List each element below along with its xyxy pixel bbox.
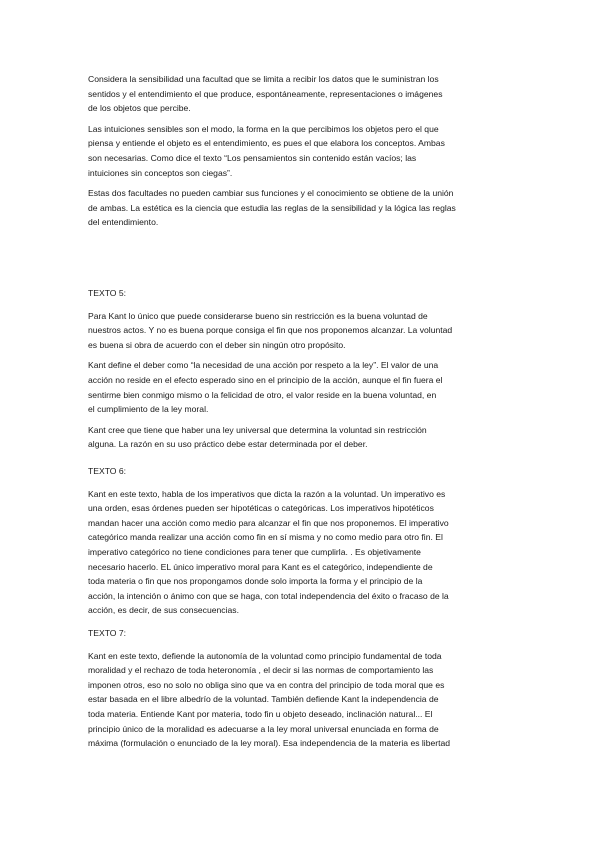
- section-heading: TEXTO 7:: [88, 628, 127, 638]
- text-line: Kant en este texto, defiende la autonomía de la voluntad como principio fundamental de toda: [88, 650, 442, 661]
- text-line: Considera la sensibilidad una facultad que se limita a recibir los datos que le suministran los: [88, 74, 439, 84]
- text-line: toda materia o fin que nos propongamos donde solo importa la forma y el principio de la: [88, 576, 423, 587]
- text-line: Kant cree que tiene que haber una ley universal que determina la voluntad sin restricción: [88, 424, 427, 435]
- paragraph: [88, 186, 516, 230]
- paragraph: [88, 72, 516, 116]
- text-line: sentidos y el entendimiento el que produce, espontáneamente, representaciones o imágenes: [88, 88, 443, 99]
- text-line: categórico manda realizar una acción como fin en sí misma y no como medio para otro fin. El: [88, 532, 443, 543]
- text-line: piensa y entiende el objeto es el entendimiento, es pues el que elabora los conceptos. Ambas: [88, 138, 445, 149]
- text-line: principio único de la moralidad es adecuarse a la ley moral universal enunciada en forma de: [88, 723, 439, 734]
- text-line: Estas dos facultades no pueden cambiar sus funciones y el conocimiento se obtiene de la unión: [88, 188, 454, 199]
- text-line: de ambas. La estética es la ciencia que estudia las reglas de la sensibilidad y la lógica las reglas: [88, 202, 456, 213]
- text-line: necesario hacerlo. EL único imperativo moral para Kant es el categórico, independiente de: [88, 561, 433, 572]
- text-line: acción, la intención o ánimo con que se haga, con total independencia del éxito o fracaso de la: [88, 590, 449, 601]
- section-heading: TEXTO 6:: [88, 466, 127, 476]
- text-line: moralidad y el rechazo de toda heteronomía , el decir si las normas de comportamiento las: [88, 665, 434, 676]
- text-line: del entendimiento.: [88, 217, 159, 228]
- text-line: intuiciones sin conceptos son ciegas”.: [88, 167, 233, 178]
- text-line: alguna. La razón en su uso práctico debe estar determinada por el deber.: [88, 439, 368, 450]
- intro-section: [88, 72, 516, 236]
- text-line: de los objetos que percibe.: [88, 103, 191, 114]
- text-line: Las intuiciones sensibles son el modo, la forma en la que percibimos los objetos pero el que: [88, 123, 439, 134]
- text-line: una orden, esas órdenes pueden ser hipotéticas o categóricas. Los imperativos hipotéticos: [88, 503, 434, 514]
- paragraph: [88, 487, 516, 618]
- paragraph: [88, 122, 516, 180]
- text-line: el cumplimiento de la ley moral.: [88, 404, 209, 415]
- texto-7-section: [88, 626, 516, 757]
- paragraph: [88, 649, 516, 751]
- text-line: Para Kant lo único que puede considerarse bueno sin restricción es la buena voluntad de: [88, 310, 428, 321]
- text-line: acción, es decir, de sus consecuencias.: [88, 605, 239, 616]
- texto-5-section: [88, 286, 516, 458]
- text-line: mandan hacer una acción como medio para alcanzar el fin que nos proponemos. El imperativo: [88, 517, 449, 528]
- text-line: imperativo categórico no tiene condiciones para tener que cumplirla. . Es objetivamente: [88, 546, 421, 557]
- text-line: Kant define el deber como “la necesidad de una acción por respeto a la ley”. El valor de una: [88, 360, 439, 371]
- text-line: es buena si obra de acuerdo con el deber sin ningún otro propósito.: [88, 339, 346, 350]
- section-heading: TEXTO 5:: [88, 288, 127, 298]
- paragraph: [88, 358, 516, 416]
- texto-6-section: [88, 464, 516, 624]
- text-line: sentirme bien conmigo mismo o la felicidad de otro, el valor reside en la buena voluntad, en: [88, 389, 437, 400]
- paragraph: [88, 423, 516, 452]
- text-line: imponen otros, eso no solo no obliga sino que va en contra del principio de toda moral que es: [88, 679, 445, 690]
- text-line: Kant en este texto, habla de los imperativos que dicta la razón a la voluntad. Un imperativo es: [88, 488, 446, 499]
- text-line: acción no reside en el efecto esperado sino en el principio de la acción, aunque el fin fuera el: [88, 374, 443, 385]
- text-line: son necesarias. Como dice el texto “Los pensamientos sin contenido están vacíos; las: [88, 152, 417, 163]
- text-line: nuestros actos. Y no es buena porque consiga el fin que nos proponemos alcanzar. La voluntad: [88, 325, 453, 336]
- text-line: estar basada en el libre albedrío de la voluntad. También defiende Kant la independencia de: [88, 694, 439, 705]
- text-line: toda materia. Entiende Kant por materia, todo fin u objeto deseado, inclinación natural... El: [88, 708, 433, 719]
- paragraph: [88, 309, 516, 353]
- text-line: máxima (formulación o enunciado de la ley moral). Esa independencia de la materia es libertad: [88, 738, 451, 749]
